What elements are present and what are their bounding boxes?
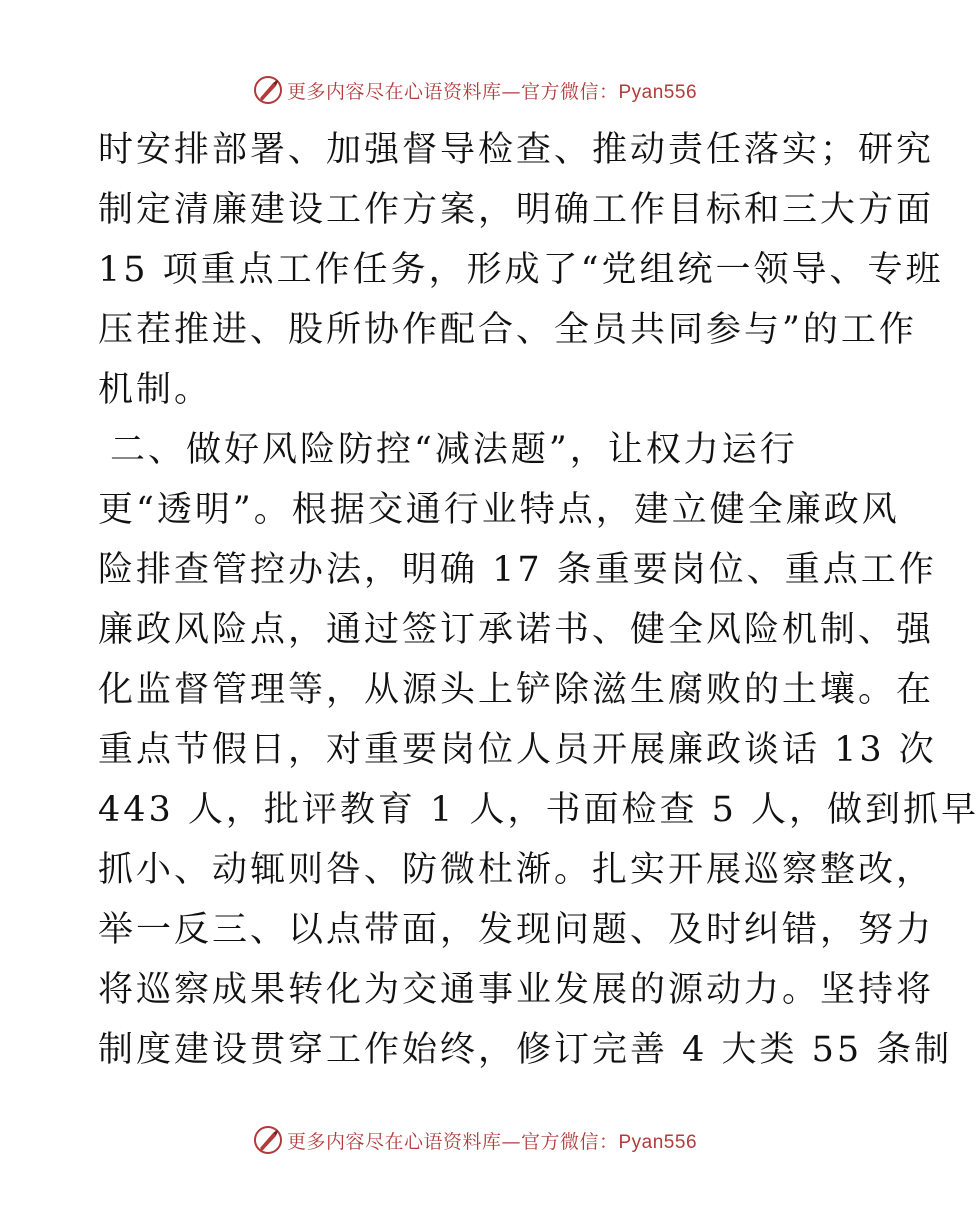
footer-banner — [0, 1120, 950, 1160]
text-line: 更“透明”。根据交通行业特点，建立健全廉政风 — [98, 490, 900, 530]
text-line: 廉政风险点，通过签订承诺书、健全风险机制、强 — [98, 610, 935, 650]
section-heading: 二、做好风险防控“减法题”，让权力运行 — [110, 430, 798, 470]
text-line: 制度建设贯穿工作始终，修订完善 4 大类 55 条制 — [98, 1030, 953, 1070]
text-line: 压茬推进、股所协作配合、全员共同参与”的工作 — [98, 310, 917, 350]
banner-text — [287, 77, 697, 104]
text-line: 15 项重点工作任务，形成了“党组统一领导、专班 — [98, 250, 944, 290]
banner-wechat-label: 官方微信： — [520, 1130, 619, 1153]
document-body — [98, 120, 979, 1080]
header-banner — [0, 70, 950, 110]
text-line: 举一反三、以点带面，发现问题、及时纠错，努力 — [98, 910, 935, 950]
text-line: 险排查管控办法，明确 17 条重要岗位、重点工作 — [98, 550, 937, 590]
text-line: 时安排部署、加强督导检查、推动责任落实；研究 — [98, 130, 935, 170]
text-line: 重点节假日，对重要岗位人员开展廉政谈话 13 次 — [98, 730, 937, 770]
text-line: 抓小、动辄则咎、防微杜渐。扎实开展巡察整改， — [98, 850, 935, 890]
quill-pen-logo-icon — [253, 75, 283, 105]
text-line: 机制。 — [98, 370, 213, 410]
text-line: 将巡察成果转化为交通事业发展的源动力。坚持将 — [98, 970, 935, 1010]
banner-main-text: 更多内容尽在心语资料库— — [286, 1130, 521, 1153]
text-line: 化监督管理等，从源头上铲除滋生腐败的土壤。在 — [98, 670, 935, 710]
banner-main-text: 更多内容尽在心语资料库— — [286, 80, 521, 103]
banner-wechat-label: 官方微信： — [520, 80, 619, 103]
text-line: 443 人，批评教育 1 人，书面检查 5 人，做到抓早 — [98, 790, 979, 830]
banner-wechat-id: Pyan556 — [618, 1131, 698, 1153]
banner-wechat-id: Pyan556 — [618, 81, 698, 103]
banner-text — [287, 1127, 697, 1154]
quill-pen-logo-icon — [253, 1125, 283, 1155]
text-line: 制定清廉建设工作方案，明确工作目标和三大方面 — [98, 190, 935, 230]
